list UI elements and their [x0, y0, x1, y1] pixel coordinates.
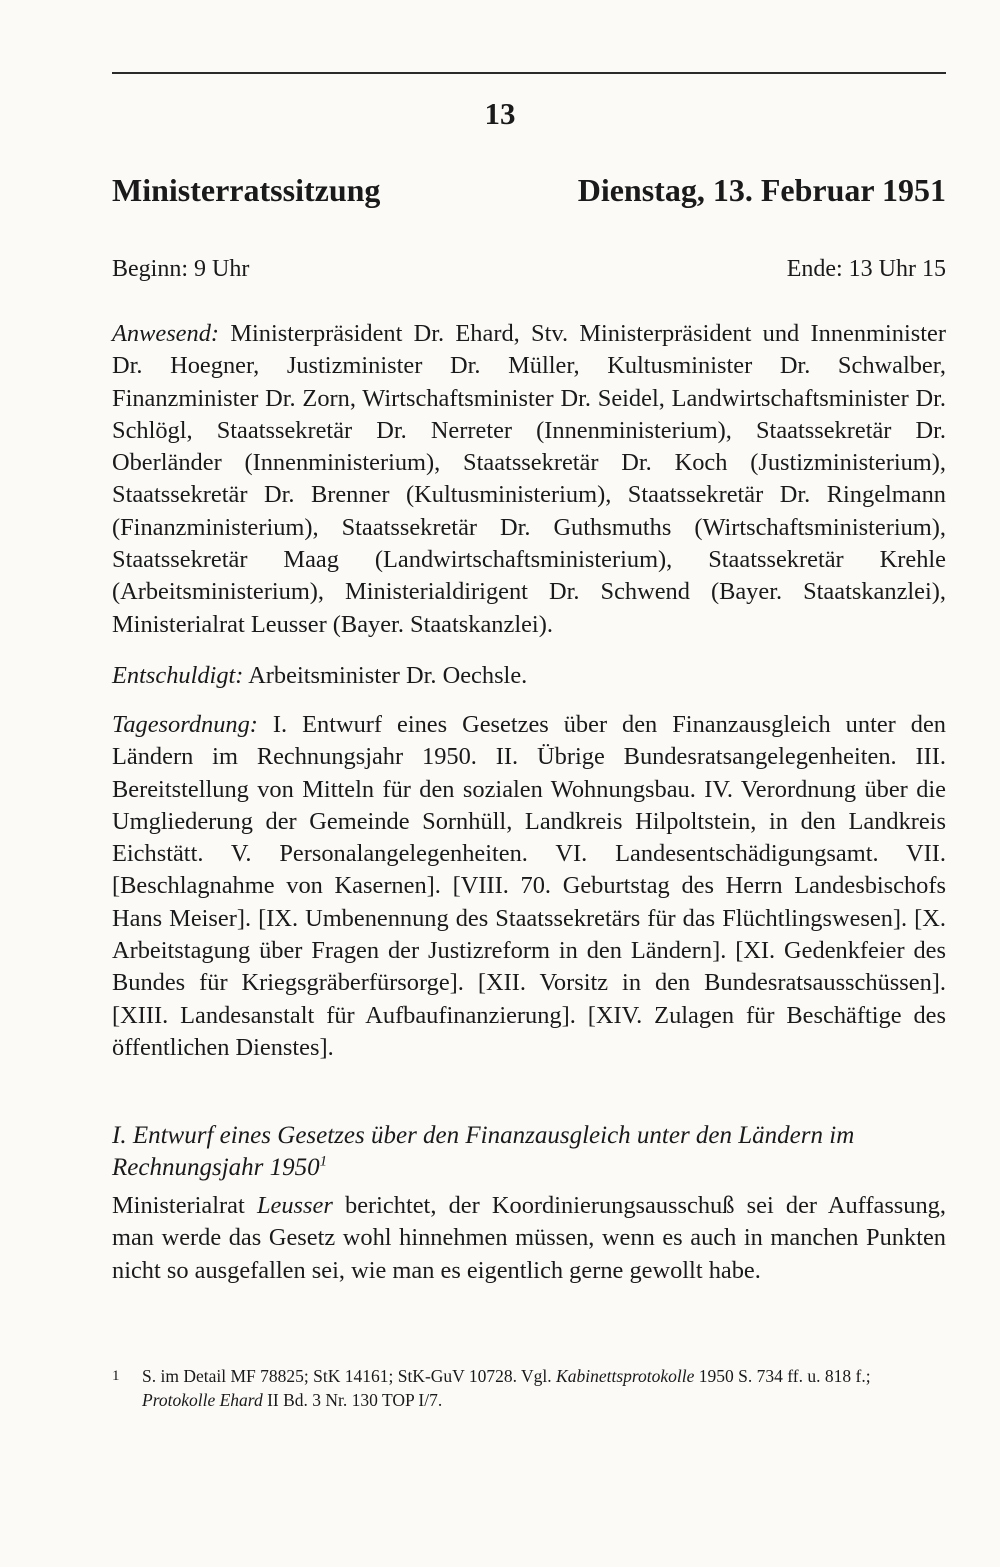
meeting-type: Ministerratssitzung [112, 172, 381, 208]
footnote-text-b: 1950 S. 734 ff. u. 818 f.; [694, 1366, 871, 1386]
footnote-text-c: II Bd. 3 Nr. 130 TOP I/7. [262, 1390, 443, 1410]
footnote-ref-a: Kabinettsprotokolle [556, 1366, 695, 1386]
header-rule [112, 72, 946, 74]
footnote-text-a: S. im Detail MF 78825; StK 14161; StK-GuV 10728. Vgl. [142, 1366, 557, 1386]
excused-paragraph [112, 660, 946, 692]
footnote-ref-b: Protokolle Ehard [142, 1390, 263, 1410]
footnote-marker: 1 [112, 1368, 120, 1384]
speaker-name: Leusser [256, 1192, 333, 1219]
document-number: 13 [484, 96, 516, 131]
attendees-paragraph [112, 318, 946, 641]
attendees-label: Anwesend: [112, 320, 220, 347]
section-body [112, 1190, 946, 1287]
attendees-text: Ministerpräsident Dr. Ehard, Stv. Ministerpräsident und Innenminister Dr. Hoegner, Justizminister Dr. Müller, Kultusminister Dr. Schwalber, Finanzminister Dr. Zorn, Wirtschaftsminister Dr. Seidel, Landwirtschaftsminister Dr. Schlögl, Staatssekretär Dr. Nerreter (Innenministerium), Staatssekretär Dr. Oberländer (Innenministerium), Staatssekretär Dr. Koch (Justizministerium), Staatssekretär Dr. Brenner (Kultusministerium), Staatssekretär Dr. Ringelmann (Finanzministerium), Staatssekretär Dr. Guthsmuths (Wirtschaftsministerium), Staatssekretär Maag (Landwirtschaftsministerium), Staatssekretär Krehle (Arbeitsministerium), Ministerialdirigent Dr. Schwend (Bayer. Staatskanzlei), Ministerialrat Leusser (Bayer. Staatskanzlei). [112, 320, 946, 638]
end-time: Ende: 13 Uhr 15 [786, 256, 946, 282]
section-title-text: I. Entwurf eines Gesetzes über den Finanzausgleich unter den Ländern im Rechnungsjahr 1950 [112, 1122, 855, 1181]
meeting-times [112, 256, 946, 283]
footnote-reference[interactable]: 1 [319, 1153, 328, 1170]
section-title [112, 1120, 946, 1184]
agenda-text: I. Entwurf eines Gesetzes über den Finanzausgleich unter den Ländern im Rechnungsjahr 1950. II. Übrige Bundesratsangelegenheiten. III. Bereitstellung von Mitteln für den sozialen Wohnungsbau. IV. Verordnung über die Umgliederung der Gemeinde Sornhüll, Landkreis Hilpoltstein, in den Landkreis Eichstätt. V. Personalangelegenheiten. VI. Landesentschädigungsamt. VII. [Beschlagnahme von Kasernen]. [VIII. 70. Geburtstag des Herrn Landesbischofs Hans Meiser]. [IX. Umbenennung des Staatssekretärs für das Flüchtlingswesen]. [X. Arbeitstagung über Fragen der Justizreform in den Ländern]. [XI. Gedenkfeier des Bundes für Kriegsgräberfürsorge]. [XII. Vorsitz in den Bundesratsausschüssen]. [XIII. Landesanstalt für Aufbaufinanzierung]. [XIV. Zulagen für Beschäftige des öffentlichen Dienstes]. [112, 711, 946, 1061]
footnote-text [142, 1364, 946, 1412]
section-body-before: Ministerialrat [112, 1192, 257, 1219]
meeting-heading [112, 172, 946, 209]
meeting-date: Dienstag, 13. Februar 1951 [577, 172, 946, 208]
agenda-label: Tagesordnung: [112, 711, 258, 738]
footnote [112, 1364, 946, 1412]
excused-text: Arbeitsminister Dr. Oechsle. [248, 662, 528, 689]
section-body-after: berichtet, der Koordinierungsausschuß sei der Auffassung, man werde das Gesetz wohl hinnehmen müssen, wenn es auch in manchen Punkten nicht so ausgefallen sei, wie man es eigentlich gerne gewollt habe. [112, 1192, 946, 1284]
start-time: Beginn: 9 Uhr [112, 256, 250, 282]
agenda-paragraph [112, 709, 946, 1064]
excused-label: Entschuldigt: [112, 662, 244, 689]
